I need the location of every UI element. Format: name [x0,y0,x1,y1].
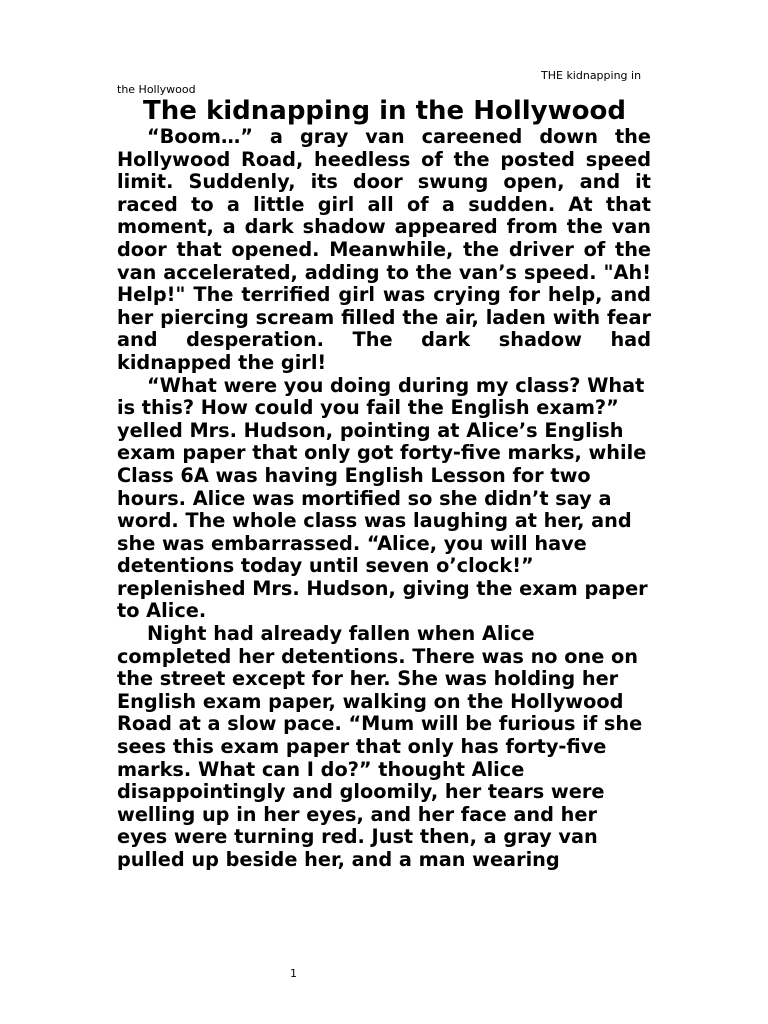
paragraph-3: Night had already fallen when Alice completed her detentions. There was no one on the street except for her. She was holding her English exam paper, walking on the Hollywood Road at a slow pace. “Mum will be furious if she sees this exam paper that only has forty-five marks. What can I do?” thought Alice disappointingly and gloomily, her tears were welling up in her eyes, and her face and her eyes were turning red. Just then, a gray van pulled up beside her, and a man wearing [117,622,643,871]
document-title: The kidnapping in the Hollywood [143,96,626,126]
paragraph-2: “What were you doing during my class? What is this? How could you fail the English exam?” yelled Mrs. Hudson, pointing at Alice’s English exam paper that only got forty-five marks, while Class 6A was having English Lesson for two hours. Alice was mortified so she didn’t say a word. The whole class was laughing at her, and she was embarrassed. “Alice, you will have detentions today until seven o’clock!” replenished Mrs. Hudson, giving the exam paper to Alice. [117,373,648,623]
running-header-left: the Hollywood [117,83,196,96]
running-header-right: THE kidnapping in [541,69,642,82]
story-body [117,126,651,872]
paragraph-1: “Boom…” a gray van careened down the Hollywood Road, heedless of the posted speed limit. Suddenly, its door swung open, and it raced to a little girl all of a sudden. At that moment, a dark shadow appeared from the van door that opened. Meanwhile, the driver of the van accelerated, adding to the van’s speed. "Ah! Help!" The terrified girl was crying for help, and her piercing scream filled the air, laden with fear and desperation. The dark shadow had kidnapped the girl! [117,125,651,374]
page-number: 1 [290,967,297,980]
